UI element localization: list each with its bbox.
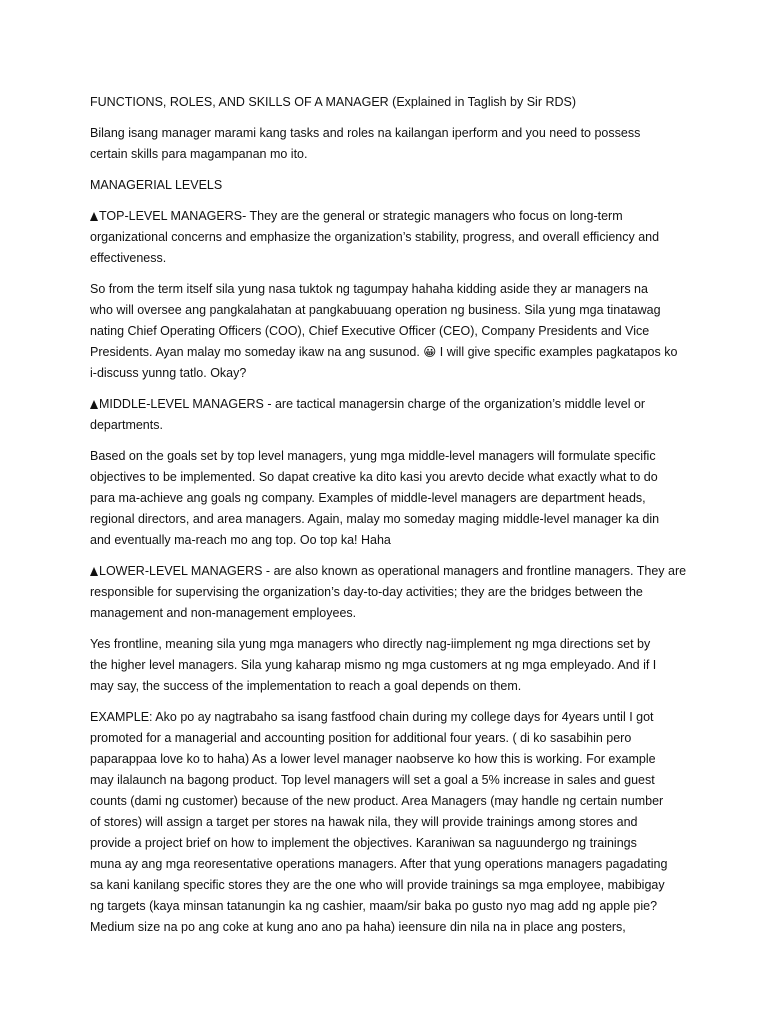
section-heading [90, 175, 712, 196]
lower-level-paragraph [90, 561, 712, 624]
bullet-text: MIDDLE-LEVEL MANAGERS - are tactical managersin charge of the organization’s middle level or [99, 397, 646, 411]
text-line: counts (dami ng customer) because of the new product. Area Managers (may handle ng certain number [90, 794, 664, 808]
text-line: Based on the goals set by top level managers, yung mga middle-level managers will formulate specific [90, 449, 656, 463]
bullet-text: TOP-LEVEL MANAGERS- They are the general or strategic managers who focus on long-term [99, 209, 623, 223]
text-line: Yes frontline, meaning sila yung mga managers who directly nag-iimplement ng mga directions set by [90, 637, 651, 651]
top-level-explanation [90, 279, 712, 384]
text-line: Medium size na po ang coke at kung ano ano pa haha) ieensure din nila na in place ang posters, [90, 920, 626, 934]
bullet-text: LOWER-LEVEL MANAGERS - are also known as operational managers and frontline managers. They are [99, 564, 687, 578]
text-line: Presidents. Ayan malay mo someday ikaw na ang susunod. 😀 I will give specific examples pagkatapos ko [90, 345, 678, 359]
text-line: So from the term itself sila yung nasa tuktok ng tagumpay hahaha kidding aside they ar managers na [90, 282, 648, 296]
text-line: EXAMPLE: Ako po ay nagtrabaho sa isang fastfood chain during my college days for 4years until I got [90, 710, 654, 724]
triangle-bullet-icon [90, 212, 98, 221]
triangle-bullet-icon [90, 400, 98, 409]
text-line: nating Chief Operating Officers (COO), Chief Executive Officer (CEO), Company Presidents and Vice [90, 324, 650, 338]
text-line [90, 394, 712, 415]
intro-paragraph [90, 123, 712, 165]
text-line: para ma-achieve ang goals ng company. Examples of middle-level managers are department heads, [90, 491, 646, 505]
text-line [90, 561, 712, 582]
middle-level-paragraph [90, 394, 712, 436]
example-paragraph [90, 707, 712, 938]
text-line: i-discuss yunng tatlo. Okay? [90, 366, 247, 380]
text-line [90, 206, 712, 227]
top-level-paragraph [90, 206, 712, 269]
text-line: effectiveness. [90, 251, 167, 265]
text-line: may say, the success of the implementation to reach a goal depends on them. [90, 679, 522, 693]
document-title [90, 92, 712, 113]
text-line: Bilang isang manager marami kang tasks and roles na kailangan iperform and you need to possess [90, 126, 641, 140]
text-line: sa kani kanilang specific stores they are the one who will provide trainings sa mga employee, mabibigay [90, 878, 665, 892]
triangle-bullet-icon [90, 567, 98, 576]
text-line: certain skills para magampanan mo ito. [90, 147, 308, 161]
text-line: objectives to be implemented. So dapat creative ka dito kasi you arevto decide what exactly what to do [90, 470, 658, 484]
text-line: regional directors, and area managers. Again, malay mo someday maging middle-level manager ka din [90, 512, 660, 526]
text-line: muna ay ang mga reoresentative operations managers. After that yung operations managers pagadating [90, 857, 668, 871]
text-line: provide a project brief on how to implement the objectives. Karaniwan sa naguundergo ng trainings [90, 836, 637, 850]
text-line: may ilalaunch na bagong product. Top level managers will set a goal a 5% increase in sales and guest [90, 773, 655, 787]
text-line: the higher level managers. Sila yung kaharap mismo ng mga customers at ng mga empleyado. And if I [90, 658, 657, 672]
text-line: ng targets (kaya minsan tatanungin ka ng cashier, maam/sir baka po gusto nyo mag add ng apple pie? [90, 899, 658, 913]
text-line: FUNCTIONS, ROLES, AND SKILLS OF A MANAGER (Explained in Taglish by Sir RDS) [90, 95, 577, 109]
text-line: responsible for supervising the organization’s day-to-day activities; they are the bridges between the [90, 585, 643, 599]
text-line: MANAGERIAL LEVELS [90, 178, 223, 192]
text-line: organizational concerns and emphasize the organization’s stability, progress, and overall efficiency and [90, 230, 660, 244]
text-line: management and non-management employees. [90, 606, 357, 620]
text-line: paparappaa love ko to haha) As a lower level manager naobserve ko how this is working. For example [90, 752, 656, 766]
lower-level-explanation [90, 634, 712, 697]
middle-level-explanation [90, 446, 712, 551]
text-line: who will oversee ang pangkalahatan at pangkabuuang operation ng business. Sila yung mga tinatawag [90, 303, 661, 317]
text-line: and eventually ma-reach mo ang top. Oo top ka! Haha [90, 533, 391, 547]
text-line: departments. [90, 418, 163, 432]
text-line: of stores) will assign a target per stores na hawak nila, they will provide trainings among stores and [90, 815, 638, 829]
text-line: promoted for a managerial and accounting position for additional four years. ( di ko sasabihin pero [90, 731, 632, 745]
